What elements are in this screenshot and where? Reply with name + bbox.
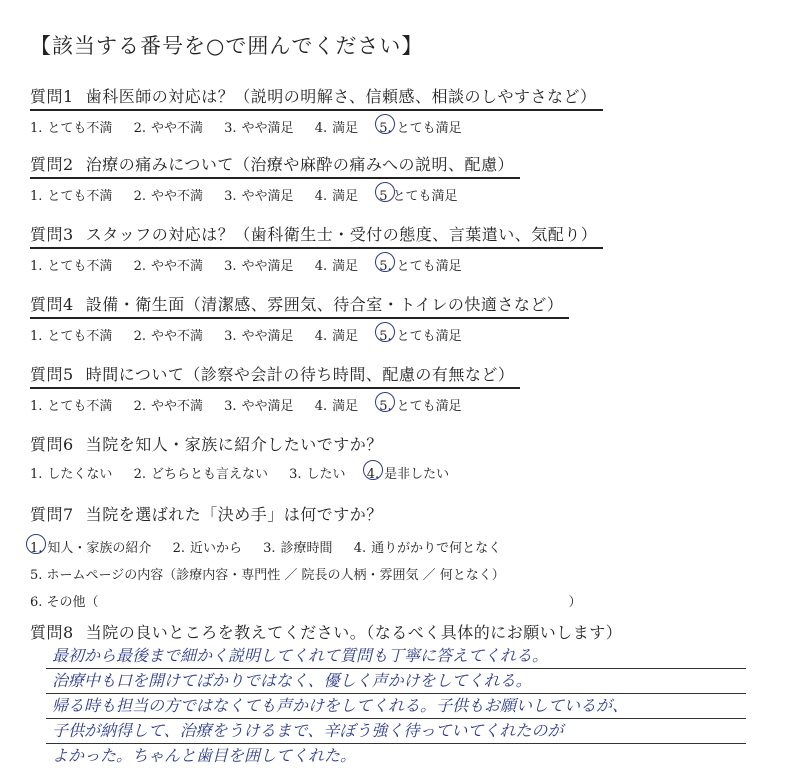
question-number: 質問6: [30, 435, 74, 454]
question-heading: [30, 222, 603, 249]
question-6: [30, 432, 466, 482]
option-5-selected[interactable]: [379, 117, 461, 136]
option-number: 4.: [353, 541, 367, 556]
option-3[interactable]: [224, 325, 293, 344]
option-2[interactable]: [134, 395, 203, 414]
option-number: 4.: [314, 189, 328, 204]
options-row: [30, 117, 603, 136]
options-row: [30, 185, 520, 204]
option-4-selected[interactable]: [367, 463, 449, 482]
option-number-circled: 5.: [379, 399, 392, 414]
option-label: とても不満: [47, 329, 113, 344]
question-heading: [30, 292, 569, 319]
option-label: とても満足: [396, 259, 462, 274]
handwritten-line: よかった。ちゃんと歯目を囲してくれた。: [52, 746, 357, 765]
question-8: [30, 620, 628, 645]
question-number: 質問1: [30, 87, 74, 106]
option-3[interactable]: [224, 117, 293, 136]
option-1-selected[interactable]: [30, 537, 151, 556]
question-number: 質問5: [30, 365, 74, 384]
option-5-selected[interactable]: [379, 185, 457, 204]
option-number: 2.: [133, 467, 146, 482]
option-label: とても満足: [396, 121, 462, 136]
option-number: 4.: [314, 121, 328, 136]
option-label: どちらとも言えない: [150, 467, 268, 482]
option-label: とても不満: [47, 189, 113, 204]
option-2[interactable]: [134, 463, 268, 482]
question-text: 治療の痛みについて（治療や麻酔の痛みへの説明、配慮）: [85, 155, 515, 174]
option-number: 3.: [224, 329, 237, 344]
option-3[interactable]: [224, 395, 293, 414]
options-row: [30, 325, 569, 344]
option-label: したい: [306, 467, 346, 482]
option-number: 2.: [133, 399, 146, 414]
question-text: 設備・衛生面（清潔感、雰囲気、待合室・トイレの快適さなど）: [85, 295, 564, 314]
options-row: [30, 537, 582, 556]
option-label: 是非したい: [384, 467, 450, 482]
option-1[interactable]: [30, 463, 112, 482]
option-4[interactable]: [354, 537, 501, 556]
option-number: 1.: [30, 329, 43, 344]
option-2[interactable]: [134, 185, 203, 204]
option-number: 1.: [30, 399, 43, 414]
option-5-text: 5. ホームページの内容（診療内容・専門性 ／ 院長の人柄・雰囲気 ／ 何となく）: [30, 568, 505, 583]
free-answer-area[interactable]: [46, 644, 746, 768]
option-label: やや満足: [241, 399, 294, 414]
question-text: スタッフの対応は？（歯科衛生士・受付の態度、言葉遣い、気配り）: [85, 225, 598, 244]
option-label: やや不満: [150, 259, 203, 274]
question-number: 質問7: [30, 505, 74, 524]
option-label: とても不満: [47, 121, 113, 136]
option-label: やや満足: [241, 329, 294, 344]
option-label: やや満足: [241, 189, 294, 204]
question-heading: [30, 152, 520, 179]
question-text: 当院の良いところを教えてください。（なるべく具体的にお願いします）: [85, 623, 623, 642]
options-row: [30, 463, 466, 482]
question-number: 質問4: [30, 295, 74, 314]
option-number-circled: 5.: [379, 121, 392, 136]
option-number-circled: 5.: [379, 259, 392, 274]
question-1: [30, 84, 603, 136]
option-number: 2.: [133, 189, 146, 204]
option-5-line[interactable]: [30, 564, 582, 583]
question-text: 当院を選ばれた「決め手」は何ですか？: [85, 505, 383, 524]
option-number-circled: 4.: [366, 467, 380, 482]
option-number: 1.: [30, 259, 43, 274]
option-label: とても満足: [396, 399, 462, 414]
option-label: 満足: [332, 121, 359, 136]
option-2[interactable]: [173, 537, 242, 556]
option-number: 2.: [172, 541, 185, 556]
option-number: 1.: [30, 121, 43, 136]
option-1[interactable]: [30, 395, 112, 414]
option-5-selected[interactable]: [379, 395, 461, 414]
option-label: 近いから: [189, 541, 242, 556]
option-6-close: ）: [568, 595, 582, 610]
question-number: 質問2: [30, 155, 74, 174]
question-7: [30, 502, 582, 610]
option-5-selected[interactable]: [379, 325, 461, 344]
option-number-circled: 5.: [379, 329, 392, 344]
option-number-circled: 1.: [30, 541, 43, 556]
option-label: 満足: [332, 189, 359, 204]
option-label: したくない: [47, 467, 113, 482]
option-number: 3.: [224, 259, 237, 274]
question-4: [30, 292, 569, 344]
handwritten-line: 最初から最後まで細かく説明してくれて質問も丁寧に答えてくれる。: [46, 644, 746, 669]
option-number: 1.: [30, 189, 43, 204]
option-6-label: 6. その他（: [30, 595, 99, 610]
question-text: 当院を知人・家族に紹介したいですか？: [85, 435, 383, 454]
option-2[interactable]: [134, 117, 203, 136]
page-title: 【該当する番号を○で囲んでください】: [30, 34, 424, 58]
question-number: 質問3: [30, 225, 74, 244]
question-text: 歯科医師の対応は？（説明の明解さ、信頼感、相談のしやすさなど）: [85, 87, 597, 106]
option-label: やや不満: [150, 189, 203, 204]
option-number: 3.: [224, 121, 237, 136]
option-number-circled: 5: [379, 189, 388, 204]
question-heading: [30, 502, 389, 527]
option-label: とても満足: [392, 189, 458, 204]
option-label: とても不満: [47, 259, 113, 274]
handwritten-line: 帰る時も担当の方ではなくても声かけをしてくれる。子供もお願いしているが、: [46, 694, 746, 719]
handwritten-line: 子供が納得して、治療をうけるまで、辛ぼう強く待っていてくれたのが: [46, 719, 746, 744]
question-5: [30, 362, 520, 414]
option-label: 診療時間: [280, 541, 333, 556]
option-number: 3.: [263, 541, 276, 556]
option-3[interactable]: [224, 255, 293, 274]
option-6-line[interactable]: [30, 591, 582, 610]
option-1[interactable]: [30, 117, 112, 136]
question-heading: [30, 432, 389, 457]
question-heading: [30, 620, 628, 645]
option-2[interactable]: [134, 325, 203, 344]
option-label: やや不満: [150, 329, 203, 344]
question-number: 質問8: [30, 623, 74, 642]
question-3: [30, 222, 603, 274]
option-label: やや満足: [241, 259, 294, 274]
option-number: 1.: [30, 467, 43, 482]
option-number: 3.: [224, 189, 237, 204]
option-1[interactable]: [30, 325, 112, 344]
option-label: 通りがかりで何となく: [371, 541, 502, 556]
question-2: [30, 152, 520, 204]
option-3[interactable]: [224, 185, 293, 204]
option-number: 4.: [314, 259, 328, 274]
question-text: 時間について（診察や会計の待ち時間、配慮の有無など）: [85, 365, 515, 384]
option-number: 2.: [133, 329, 146, 344]
options-row: [30, 255, 603, 274]
option-4[interactable]: [315, 255, 358, 274]
option-label: 知人・家族の紹介: [47, 541, 152, 556]
option-label: 満足: [332, 329, 359, 344]
option-5-selected[interactable]: [379, 255, 461, 274]
option-label: 満足: [332, 399, 359, 414]
option-label: やや満足: [241, 121, 294, 136]
question-heading: [30, 84, 603, 111]
option-2[interactable]: [134, 255, 203, 274]
option-label: 満足: [332, 259, 359, 274]
option-1[interactable]: [30, 185, 112, 204]
option-number: 2.: [133, 121, 146, 136]
option-4[interactable]: [315, 325, 358, 344]
option-number: 3.: [224, 399, 237, 414]
option-number: 2.: [133, 259, 146, 274]
option-3[interactable]: [263, 537, 332, 556]
option-label: やや不満: [150, 399, 203, 414]
option-number: 4.: [314, 329, 328, 344]
option-4[interactable]: [315, 117, 358, 136]
option-label: とても満足: [396, 329, 462, 344]
options-row: [30, 395, 520, 414]
option-4[interactable]: [315, 185, 358, 204]
option-3[interactable]: [289, 463, 345, 482]
option-label: とても不満: [47, 399, 113, 414]
question-heading: [30, 362, 520, 389]
option-4[interactable]: [315, 395, 358, 414]
option-number: 4.: [314, 399, 328, 414]
handwritten-line: 治療中も口を開けてばかりではなく、優しく声かけをしてくれる。: [46, 669, 746, 694]
option-1[interactable]: [30, 255, 112, 274]
option-label: やや不満: [150, 121, 203, 136]
option-number: 3.: [289, 467, 302, 482]
